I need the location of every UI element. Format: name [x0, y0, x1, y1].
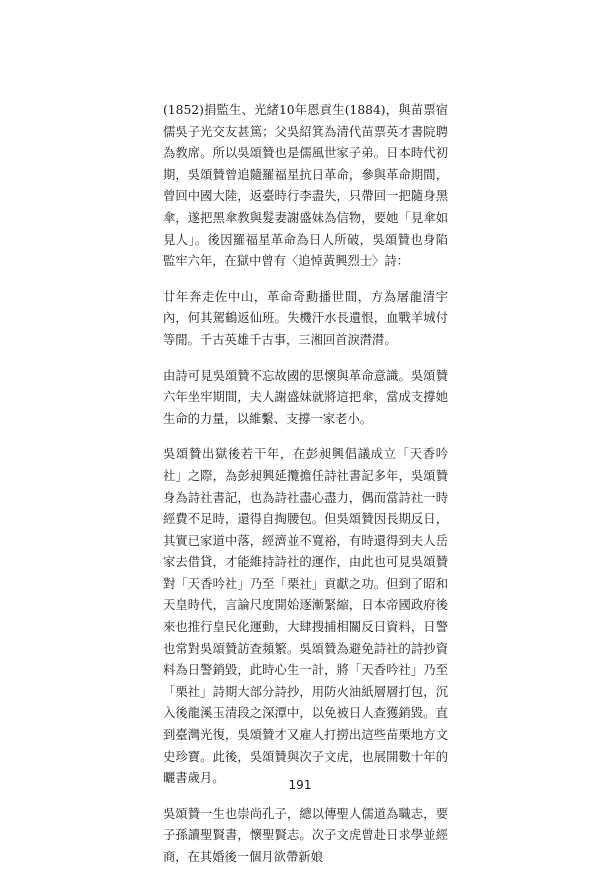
- body-text: [163, 100, 448, 869]
- paragraph-confucius: 吳頌贊一生也崇尚孔子，總以傳聖人儒道為職志，要子孫讀聖賢書，懷聖賢志。次子文虎曾赴日求學並經商，在其婚後一個月欲帶新娘: [163, 806, 448, 864]
- paragraph-imprisonment: 由詩可見吳頌贊不忘故國的思懷與革命意識。吳頌贊六年坐牢期間，夫人謝盛妹就將這把傘，當成支撐她生命的力量，以維繫、支撐一家老小。: [163, 368, 448, 426]
- poem-mourning-huang-xing: 廿年奔走佐中山，革命奇勳播世間，方為屠龍清宇內，何其駕鶴返仙班。失機汗水長遺恨，血戰羊城付等閒。千古英雄千古事，三湘回首淚潸潸。: [163, 289, 448, 347]
- page-number: 191: [288, 778, 312, 792]
- paragraph-tianxiang-poetry-society: 吳頌贊出獄後若干年，在彭昶興倡議成立「天香吟社」之際，為彭昶興延攬擔任詩社書記多年，吳頌贊身為詩社書記，也為詩社盡心盡力，偶而當詩社一時經費不足時，還得自掏腰包。但吳頌贊因長期反日，其實已家道中落，經濟並不寬裕，有時還得到夫人岳家去借貸，才能維持詩社的運作，由此也可見吳頌贊對「天香吟社」乃至「栗社」貢獻之功。但到了昭和天皇時代，言論尺度開始逐漸緊縮，日本帝國政府後來也推行皇民化運動，大肆搜捕相關反日資料，日警也常對吳頌贊訪查頻繁。吳頌贊為避免詩社的詩抄資料為日警銷毀，此時心生一計，將「天香吟社」乃至「栗社」詩期大部分詩抄，用防火油紙層層打包，沉入後龍溪玉清段之深潭中，以免被日人查獲銷毀。直到臺灣光復，吳頌贊才又雇人打撈出這些苗栗地方文史珍寶。此後，吳頌贊與次子文虎，也展開數十年的曬書歲月。: [163, 447, 448, 786]
- paragraph-wu-songzan-background: (1852)捐監生、光緒10年恩貢生(1884)，與苗票宿儒吳子光交友甚篤；父吳紹箕為清代苗票英才書院聘為教席。所以吳頌贊也是儒風世家子弟。日本時代初期，吳頌贊曾追隨羅福星抗日革命，參與革命期間，曾回中國大陸，返臺時行李盡失，只帶回一把隨身黑傘，遂把黑傘教與髮妻謝盛妹為信物，要她「見傘如見人」。後因羅福星革命為日人所破，吳頌贊也身陷監牢六年，在獄中曾有〈追悼黃興烈士〉詩：: [163, 103, 448, 269]
